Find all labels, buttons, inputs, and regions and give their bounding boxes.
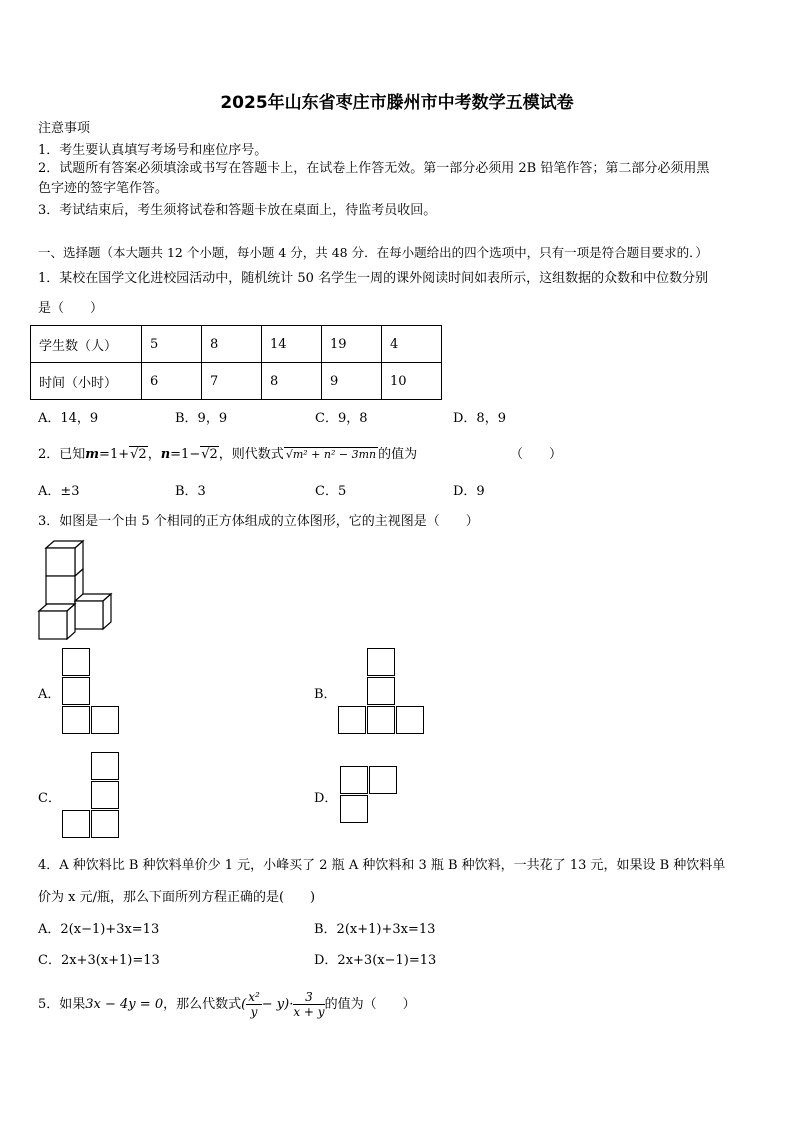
- cube-front-face: [46, 548, 75, 576]
- square: [62, 677, 90, 705]
- q5-minus-y: − y)·: [261, 997, 294, 1012]
- cube-front-face: [39, 611, 67, 639]
- table-cell: 学生数（人）: [31, 326, 142, 363]
- notice-item-1: 1．考生要认真填写考场号和座位序号。: [38, 143, 268, 158]
- table-cell: 5: [142, 326, 202, 363]
- q3-option-a-figure: [62, 648, 122, 736]
- q1-option-d: D．8，9: [453, 411, 506, 426]
- table-cell: 9: [322, 363, 382, 400]
- table-cell: 8: [262, 363, 322, 400]
- q2-option-a: A．±3: [38, 484, 80, 499]
- q2-sqrt-1: √2: [130, 447, 147, 462]
- q3-text: 3．如图是一个由 5 个相同的正方体组成的立体图形，它的主视图是（ ）: [38, 514, 479, 529]
- square: [340, 766, 368, 794]
- table-row: [31, 363, 442, 400]
- q2-mid: ，则代数式: [218, 447, 284, 462]
- q5-frac2-den: x + y: [293, 1005, 325, 1019]
- q2-eq2: =1−: [170, 447, 201, 462]
- q2-sqrt-2-value: 2: [209, 447, 218, 462]
- cube-front-face: [75, 601, 103, 629]
- square: [367, 706, 395, 734]
- q4-text-line2: 价为 x 元/瓶，那么下面所列方程正确的是( ): [38, 890, 316, 905]
- q5-text: [38, 988, 416, 1022]
- square: [62, 648, 90, 676]
- q5-condition: 3x − 4y = 0: [85, 997, 164, 1012]
- q5-fraction-1: [246, 990, 262, 1019]
- q5-frac2-num: 3: [293, 990, 324, 1005]
- q2-answer-paren: （ ）: [510, 447, 563, 462]
- q5-open-paren: (: [241, 997, 247, 1012]
- q2-sqrt-1-value: 2: [138, 447, 147, 462]
- square: [369, 766, 397, 794]
- square: [91, 781, 119, 809]
- q2-text: [38, 446, 417, 464]
- notice-item-2-cont: 色字迹的签字笔作答。: [38, 181, 169, 196]
- square: [91, 810, 119, 838]
- notice-item-2: 2．试题所有答案必须填涂或书写在答题卡上，在试卷上作答无效。第一部分必须用 2B 铅笔作答；第二部分必须用黑: [38, 161, 710, 176]
- q2-prefix: 2．已知: [38, 447, 86, 462]
- table-cell: 10: [382, 363, 442, 400]
- cube-side-face: [67, 604, 75, 639]
- q4-text-line1: 4．A 种饮料比 B 种饮料单价少 1 元，小峰买了 2 瓶 A 种饮料和 3 瓶 B 种饮料，一共花了 13 元，如果设 B 种饮料单: [38, 858, 726, 873]
- notice-item-3: 3．考试结束后，考生须将试卷和答题卡放在桌面上，待监考员收回。: [38, 203, 437, 218]
- q5-prefix: 5．如果: [38, 997, 86, 1012]
- q1-option-a: A．14，9: [38, 411, 99, 426]
- q5-mid: ，那么代数式: [163, 997, 242, 1012]
- q2-option-b: B．3: [175, 484, 206, 499]
- q4-option-b: B．2(x+1)+3x=13: [314, 922, 436, 937]
- square: [62, 810, 90, 838]
- q5-frac1-den: y: [250, 1005, 258, 1019]
- q2-option-c: C．5: [315, 484, 347, 499]
- q4-option-c: C．2x+3(x+1)=13: [38, 953, 160, 968]
- q1-option-c: C．9，8: [315, 411, 368, 426]
- q1-option-b: B．9，9: [175, 411, 228, 426]
- q2-eq1: =1+: [99, 447, 130, 462]
- q2-suffix: 的值为: [378, 447, 418, 462]
- q4-option-a: A．2(x−1)+3x=13: [38, 922, 160, 937]
- table-cell: 8: [202, 326, 262, 363]
- q3-solid-figure: [36, 538, 116, 640]
- section-heading: 一、选择题（本大题共 12 个小题，每小题 4 分，共 48 分．在每小题给出的四个选项中，只有一项是符合题目要求的．）: [38, 245, 708, 260]
- square: [367, 648, 395, 676]
- square: [367, 677, 395, 705]
- square: [338, 706, 366, 734]
- q2-sep: ，: [147, 447, 161, 462]
- notice-heading: 注意事项: [38, 121, 91, 136]
- table-cell: 4: [382, 326, 442, 363]
- q3-option-d-figure: [340, 766, 400, 826]
- table-cell: 19: [322, 326, 382, 363]
- q1-data-table: [30, 325, 442, 400]
- q1-text-line2: 是（ ）: [38, 301, 104, 316]
- table-cell: 14: [262, 326, 322, 363]
- square: [396, 706, 424, 734]
- q3-option-b-figure: [338, 648, 428, 736]
- cube-side-face: [103, 594, 111, 629]
- table-row: [31, 326, 442, 363]
- cube-front-face: [46, 576, 75, 604]
- q5-fraction-2: [293, 990, 324, 1019]
- q2-var-n: n: [160, 447, 171, 462]
- square: [91, 706, 119, 734]
- table-cell: 6: [142, 363, 202, 400]
- square: [62, 706, 90, 734]
- q3-option-d-label: D．: [314, 791, 338, 806]
- q3-option-b-label: B．: [314, 687, 337, 702]
- page-title: 2025年山东省枣庄市滕州市中考数学五模试卷: [220, 93, 574, 113]
- q2-option-d: D．9: [453, 484, 485, 499]
- q2-radical: √m² + n² − 3mn: [285, 448, 377, 461]
- q3-option-a-label: A．: [38, 687, 61, 702]
- table-cell: 时间（小时）: [31, 363, 142, 400]
- q4-option-d: D．2x+3(x−1)=13: [314, 953, 437, 968]
- q5-frac1-num: x²: [248, 990, 260, 1004]
- q3-option-c-label: C．: [38, 791, 61, 806]
- q1-text-line1: 1．某校在国学文化进校园活动中，随机统计 50 名学生一周的课外阅读时间如表所示，这组数据的众数和中位数分别: [38, 271, 709, 286]
- table-cell: 7: [202, 363, 262, 400]
- q2-var-m: m: [85, 447, 100, 462]
- q2-radicand: m² + n² − 3mn: [292, 448, 377, 461]
- square: [91, 752, 119, 780]
- square: [340, 795, 368, 823]
- q3-option-c-figure: [62, 752, 122, 840]
- q5-suffix: 的值为（ ）: [324, 997, 416, 1012]
- q2-sqrt-2: √2: [201, 447, 218, 462]
